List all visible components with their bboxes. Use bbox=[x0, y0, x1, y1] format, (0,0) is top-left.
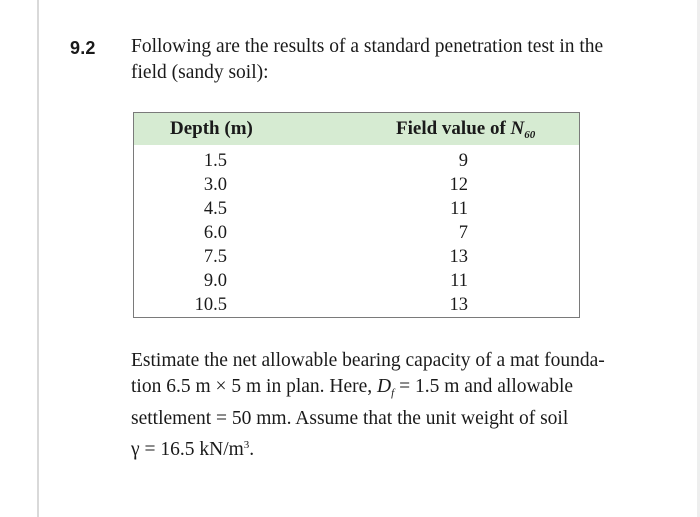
question-text bbox=[131, 348, 651, 463]
intro-line: field (sandy soil): bbox=[131, 62, 269, 83]
n60-cell: 12 bbox=[449, 175, 468, 195]
table-row bbox=[134, 175, 579, 199]
depth-cell: 9.0 bbox=[203, 271, 227, 291]
table-header bbox=[134, 113, 579, 145]
question-line bbox=[131, 432, 651, 463]
table-row bbox=[134, 247, 579, 271]
question-segment: tion 6.5 m × 5 m in plan. Here, bbox=[131, 376, 378, 397]
n60-cell: 7 bbox=[458, 223, 468, 243]
depth-cell: 1.5 bbox=[203, 151, 227, 171]
df-subscript: f bbox=[391, 387, 395, 399]
unit-weight-segment: γ = 16.5 kN/m bbox=[131, 439, 244, 460]
margin-rule bbox=[37, 0, 39, 517]
problem-intro bbox=[131, 34, 631, 86]
header-depth: Depth (m) bbox=[170, 118, 253, 139]
table-row bbox=[134, 199, 579, 223]
header-n-subscript: 60 bbox=[524, 129, 536, 141]
depth-cell: 7.5 bbox=[203, 247, 227, 267]
n60-cell: 13 bbox=[449, 295, 468, 315]
question-segment: . bbox=[249, 439, 255, 460]
n60-cell: 13 bbox=[449, 247, 468, 267]
embedment-depth-symbol bbox=[377, 376, 394, 397]
n60-cell: 9 bbox=[458, 151, 468, 171]
header-n-symbol: N bbox=[510, 118, 525, 139]
table-row bbox=[134, 295, 579, 319]
question-segment: = 1.5 m and allowable bbox=[394, 376, 574, 397]
problem-number: 9.2 bbox=[70, 38, 96, 58]
depth-cell: 4.5 bbox=[203, 199, 227, 219]
n60-cell: 11 bbox=[450, 271, 468, 291]
table-row bbox=[134, 223, 579, 247]
unit-superscript: 3 bbox=[243, 439, 250, 451]
table-body bbox=[134, 151, 579, 319]
df-symbol: D bbox=[377, 376, 392, 397]
intro-line: Following are the results of a standard penetration test in the bbox=[131, 36, 604, 57]
question-line: settlement = 50 mm. Assume that the unit weight of soil bbox=[131, 408, 569, 429]
n60-cell: 11 bbox=[450, 199, 468, 219]
table-row bbox=[134, 271, 579, 295]
header-field-value bbox=[396, 118, 535, 141]
depth-cell: 10.5 bbox=[194, 295, 227, 315]
spt-results-table bbox=[133, 112, 580, 318]
depth-cell: 3.0 bbox=[203, 175, 227, 195]
question-line: Estimate the net allowable bearing capacity of a mat founda- bbox=[131, 350, 605, 371]
table-row bbox=[134, 151, 579, 175]
question-line bbox=[131, 374, 651, 406]
depth-cell: 6.0 bbox=[203, 223, 227, 243]
header-field-prefix: Field value of bbox=[396, 118, 511, 139]
